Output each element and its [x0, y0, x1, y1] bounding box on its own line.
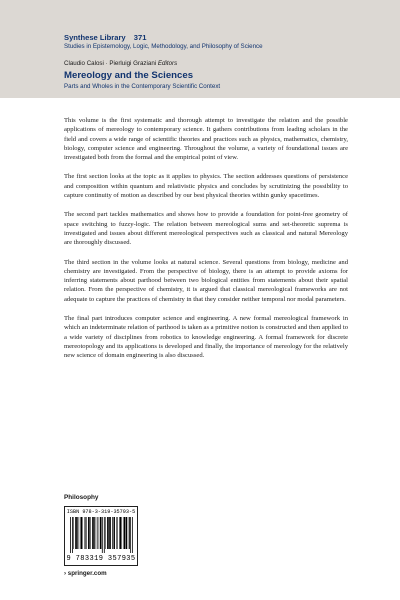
book-subtitle: Parts and Wholes in the Contemporary Scientific Context: [64, 83, 221, 90]
editor-names: Claudio Calosi · Pierluigi Graziani: [64, 60, 157, 67]
blurb-paragraph: The third section in the volume looks at natural science. Several questions from biology, medicine and chemistry are investigated. From the perspective of biology, there is an attempt to provide axioms for inferring statements about parthood between two biological entities from statements about their spatial relation. From the perspective of chemistry, it is argued that classical mereological frameworks are not adequate to capture the practices of chemistry in that they consider neither temporal nor modal parameters.: [64, 258, 348, 303]
book-title: Mereology and the Sciences: [64, 70, 194, 81]
blurb-paragraph: The second part tackles mathematics and shows how to provide a foundation for point-free geometry of space switching to fuzzy-logic. The relation between mereological sums and set-theoretic suprema is investigated and issues about different mereological perspectives such as classical and natural Mereology are thoroughly discussed.: [64, 211, 348, 247]
series-number: 371: [133, 33, 147, 42]
barcode-icon: [69, 517, 133, 553]
blurb-paragraph: The final part introduces computer science and engineering. A new formal mereological framework in which an indeterminate relation of parthood is taken as a primitive notion is constructed and then applied to a wide variety of disciplines from robotics to knowledge engineering. A formal framework for discrete mereotopology and its applications is developed and finally, the importance of mereology for the relatively new science of domain engineering is also discussed.: [64, 315, 349, 360]
editors-line: [64, 60, 177, 67]
editor-role: Editors: [157, 60, 178, 67]
barcode-block: [64, 506, 138, 566]
subject-category: Philosophy: [64, 494, 99, 501]
ean-digits: 9 783319 357935: [66, 555, 136, 563]
blurb-paragraph: This volume is the first systematic and thorough attempt to investigate the relation and the possible applications of mereology to contemporary science. It gathers contributions from leading scholars in the field and covers a wide range of scientific theories and practices such as physics, mathematics, chemistry, biology, computer science and engineering. Throughout the volume, a variety of foundational issues are investigated both from the formal and the empirical point of view.: [64, 117, 348, 162]
isbn-text: ISBN 978-3-319-35793-5: [66, 509, 136, 515]
series-subtitle: Studies in Epistemology, Logic, Methodology, and Philosophy of Science: [64, 43, 263, 50]
series-name: Synthese Library: [64, 33, 126, 42]
blurb: [64, 116, 348, 371]
publisher-link[interactable]: › springer.com: [64, 570, 107, 577]
series-line: [64, 33, 146, 42]
blurb-paragraph: The first section looks at the topic as it applies to physics. The section addresses questions of persistence and composition within quantum and relativistic physics and concludes by scrutinizing the possibility to capture continuity of motion as described by our best physical theories within gunky spacetimes.: [64, 173, 348, 200]
